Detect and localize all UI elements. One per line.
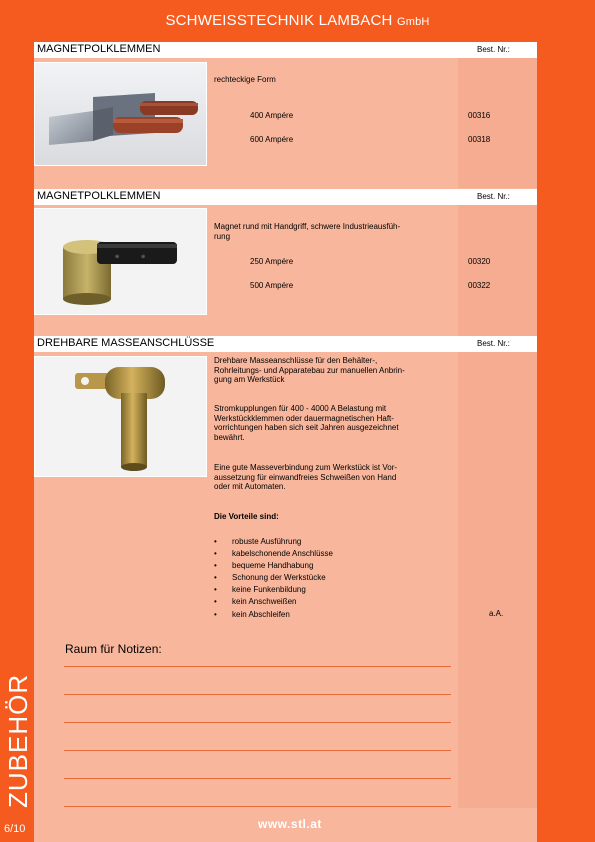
note-line [64,666,451,667]
list-item: • keine Funkenbildung [214,584,333,596]
list-item: • kein Abschleifen [214,609,333,621]
item-label: 250 Ampére [250,257,294,266]
note-line [64,722,451,723]
order-column-band [458,205,537,336]
footer-url[interactable]: www.stl.at [258,817,322,831]
item-code: a.A. [489,609,504,618]
round-clamp-illustration [35,209,206,314]
item-code: 00318 [468,135,491,144]
note-line [64,694,451,695]
item-code: 00320 [468,257,491,266]
product-description: Magnet rund mit Handgriff, schwere Industrieausfüh- rung [214,222,401,241]
item-code: 00316 [468,111,491,120]
benefits-list [214,536,333,621]
product-image-round-clamp [34,208,207,315]
benefits-title: Die Vorteile sind: [214,512,279,521]
item-label: 500 Ampére [250,281,294,290]
section-header [34,189,537,205]
order-number-header: Best. Nr.: [477,45,510,54]
order-column-band [458,58,537,188]
list-item: • kein Anschweißen [214,596,333,608]
section-header [34,42,537,58]
section-header [34,336,537,352]
section-title: MAGNETPOLKLEMMEN [37,190,161,202]
product-paragraph-1: Drehbare Masseanschlüsse für den Behälter-, Rohrleitungs- und Apparatebau zur manuellen Anbrin- gung am Werkstück [214,356,405,385]
list-item: • robuste Ausführung [214,536,333,548]
list-item: • bequeme Handhabung [214,560,333,572]
order-number-header: Best. Nr.: [477,192,510,201]
svg-text:⊕: ⊕ [141,254,146,260]
product-image-rotary-ground [34,356,207,477]
product-description: rechteckige Form [214,75,276,84]
product-paragraph-3: Eine gute Masseverbindung zum Werkstück ist Vor- aussetzung für einwandfreies Schweißen von Hand oder mit Automaten. [214,463,398,492]
rotary-ground-illustration [35,357,206,476]
notes-title: Raum für Notizen: [65,642,162,656]
category-label: ZUBEHÖR [3,673,33,808]
order-column-band [458,352,537,808]
svg-text:⊕: ⊕ [115,254,120,260]
product-paragraph-2: Stromkupplungen für 400 - 4000 A Belastung mit Werkstückklemmen oder dauermagnetischen Haft- vorrichtungen haben sich seit Jahren ausgezeichnet bewährt. [214,404,399,442]
item-label: 600 Ampére [250,135,294,144]
section-title: MAGNETPOLKLEMMEN [37,43,161,55]
company-title: SCHWEISSTECHNIK LAMBACH GmbH [165,12,430,29]
note-line [64,750,451,751]
list-item: • Schonung der Werkstücke [214,572,333,584]
order-number-header: Best. Nr.: [477,339,510,348]
rectangular-clamp-illustration [35,63,206,165]
right-strip [537,42,595,842]
section-title: DREHBARE MASSEANSCHLÜSSE [37,337,215,349]
note-line [64,778,451,779]
list-item: • kabelschonende Anschlüsse [214,548,333,560]
item-label: 400 Ampére [250,111,294,120]
item-code: 00322 [468,281,491,290]
product-image-rectangular-clamp [34,62,207,166]
note-line [64,806,451,807]
page-number: 6/10 [4,823,26,835]
header-bar [0,0,595,42]
